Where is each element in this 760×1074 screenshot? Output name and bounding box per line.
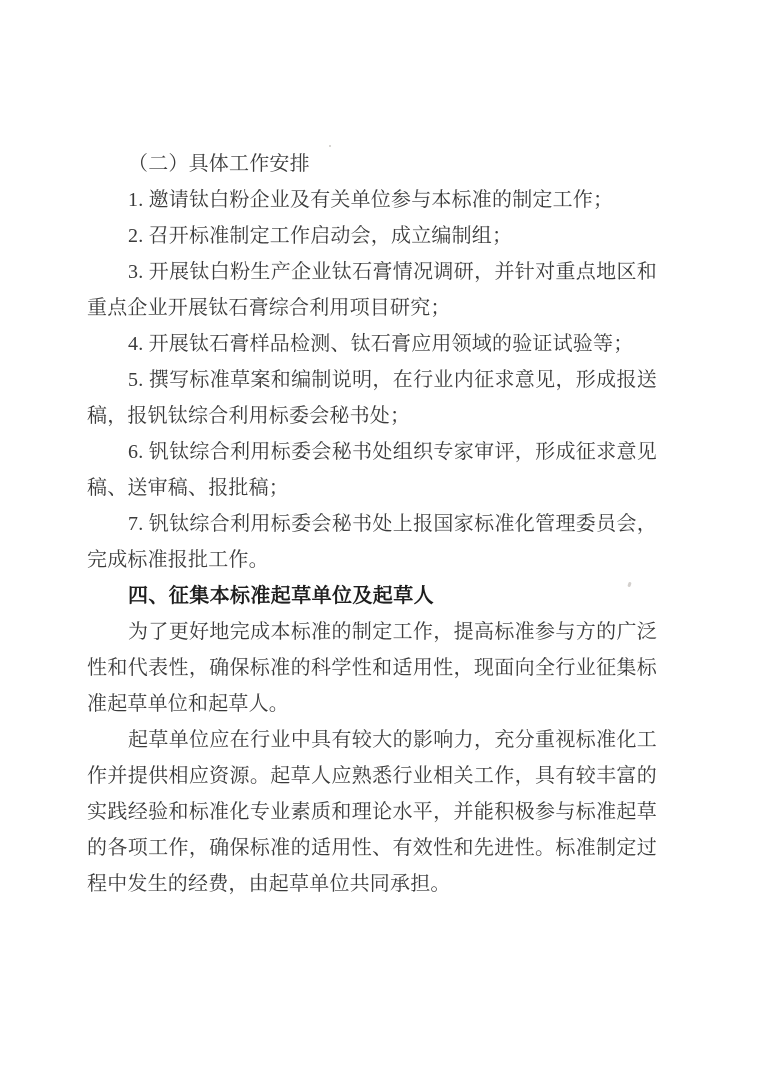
paragraph-2-line3: 实践经验和标准化专业素质和理论水平，并能积极参与标准起草 [87, 801, 657, 823]
paragraph-1-line3: 准起草单位和起草人。 [87, 693, 289, 715]
list-item-3-line2: 重点企业开展钛石膏综合利用项目研究； [87, 297, 451, 319]
subsection-title: （二）具体工作安排 [128, 153, 310, 175]
section-heading: 四、征集本标准起草单位及起草人 [128, 585, 434, 607]
paragraph-2-line5: 程中发生的经费，由起草单位共同承担。 [87, 873, 451, 895]
list-item-1: 1. 邀请钛白粉企业及有关单位参与本标准的制定工作； [128, 189, 614, 211]
list-item-3-line1: 3. 开展钛白粉生产企业钛石膏情况调研，并针对重点地区和 [128, 261, 657, 283]
scan-speck [329, 145, 331, 147]
list-item-7-line1: 7. 钒钛综合利用标委会秘书处上报国家标准化管理委员会， [128, 513, 657, 535]
paragraph-2-line1: 起草单位应在行业中具有较大的影响力，充分重视标准化工 [128, 729, 657, 751]
list-item-6-line2: 稿、送审稿、报批稿； [87, 477, 289, 499]
list-item-5-line1: 5. 撰写标准草案和编制说明，在行业内征求意见，形成报送 [128, 369, 657, 391]
list-item-7-line2: 完成标准报批工作。 [87, 549, 269, 571]
list-item-6-line1: 6. 钒钛综合利用标委会秘书处组织专家审评，形成征求意见 [128, 441, 657, 463]
paragraph-1-line2: 性和代表性，确保标准的科学性和适用性，现面向全行业征集标 [87, 657, 657, 679]
paragraph-2-line2: 作并提供相应资源。起草人应熟悉行业相关工作，具有较丰富的 [87, 765, 657, 787]
paragraph-1-line1: 为了更好地完成本标准的制定工作，提高标准参与方的广泛 [128, 621, 657, 643]
list-item-4: 4. 开展钛石膏样品检测、钛石膏应用领域的验证试验等； [128, 333, 634, 355]
document-body [87, 146, 657, 902]
list-item-2: 2. 召开标准制定工作启动会，成立编制组； [128, 225, 513, 247]
list-item-5-line2: 稿，报钒钛综合利用标委会秘书处； [87, 405, 411, 427]
paragraph-2-line4: 的各项工作，确保标准的适用性、有效性和先进性。标准制定过 [87, 837, 657, 859]
